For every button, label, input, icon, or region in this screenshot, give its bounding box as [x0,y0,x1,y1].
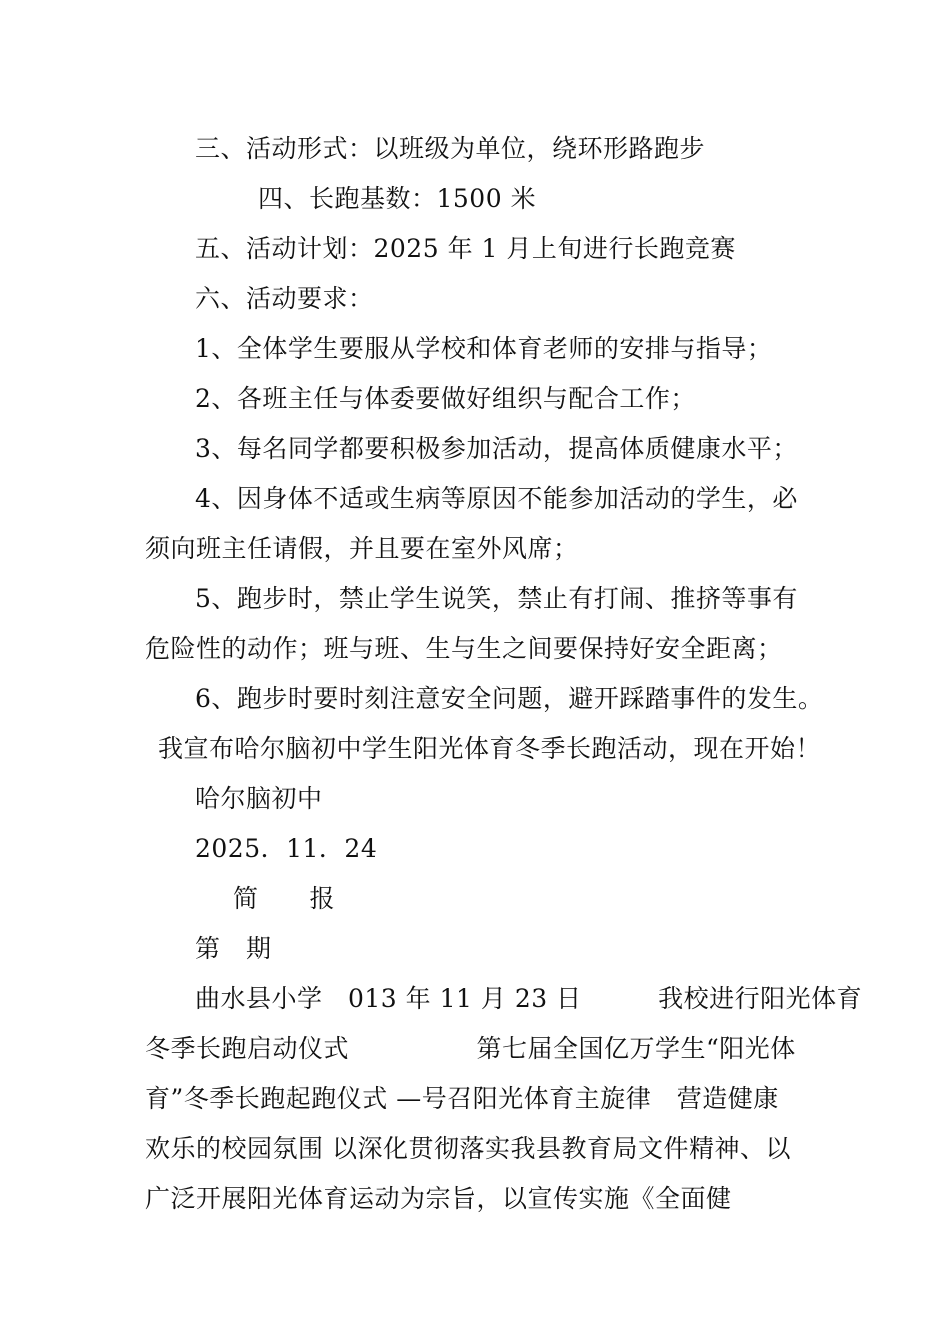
text-line: 2、各班主任与体委要做好组织与配合工作； [195,384,696,413]
text-line: 四、长跑基数：1500 米 [258,184,537,213]
text-line: 三、活动形式：以班级为单位，绕环形路跑步 [195,134,706,163]
text-line: 须向班主任请假，并且要在室外风席； [145,534,579,563]
section-title: 简 报 [233,884,336,913]
text-line: 六、活动要求： [195,284,374,313]
text-line: 5、跑步时，禁止学生说笑，禁止有打闹、推挤等事有 [195,584,798,613]
text-line: 4、因身体不适或生病等原因不能参加活动的学生，必 [195,484,798,513]
text-line: 3、每名同学都要积极参加活动，提高体质健康水平； [195,434,798,463]
signature-org: 哈尔脑初中 [195,784,323,813]
text-line: 广泛开展阳光体育运动为宗旨，以宣传实施《全面健 [145,1184,732,1213]
text-line: 欢乐的校园氛围 以深化贯彻落实我县教育局文件精神、以 [145,1134,791,1163]
text-line: 危险性的动作；班与班、生与生之间要保持好安全距离； [145,634,783,663]
text-line: 我宣布哈尔脑初中学生阳光体育冬季长跑活动，现在开始！ [158,734,822,763]
text-line: 6、跑步时要时刻注意安全问题，避开踩踏事件的发生。 [195,684,824,713]
text-line: 冬季长跑启动仪式 第七届全国亿万学生“阳光体 [145,1034,796,1063]
text-line: 五、活动计划：2025 年 1 月上旬进行长跑竞赛 [195,234,736,263]
text-line: 育”冬季长跑起跑仪式 —号召阳光体育主旋律 营造健康 [145,1084,779,1113]
issue-number: 第 期 [195,934,272,963]
text-line: 1、全体学生要服从学校和体育老师的安排与指导； [195,334,773,363]
text-line: 曲水县小学 013 年 11 月 23 日 我校进行阳光体育 [195,984,863,1013]
signature-date: 2025．11．24 [195,834,378,863]
